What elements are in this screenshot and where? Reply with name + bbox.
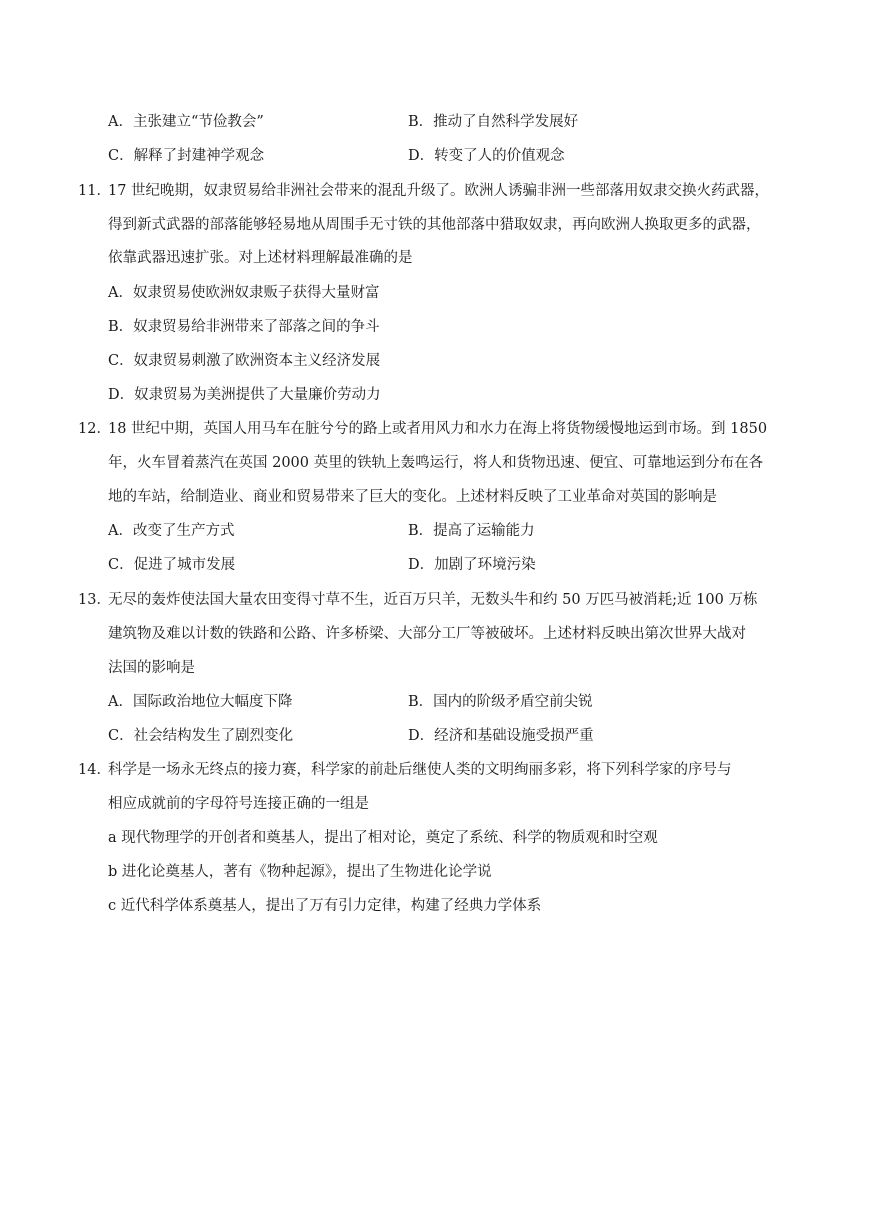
q12-option-b: B．提高了运输能力 <box>408 523 535 539</box>
q13-option-c: C．社会结构发生了剧烈变化 <box>108 728 294 744</box>
q13-option-d: D．经济和基础设施受损严重 <box>408 728 594 744</box>
question-stem-line: 法国的影响是 <box>108 660 195 676</box>
question-number: 12． <box>78 421 111 437</box>
question-number: 11． <box>78 183 111 199</box>
q11-option-c: C．奴隶贸易刺激了欧洲资本主义经济发展 <box>108 353 381 369</box>
question-number: 14． <box>78 762 111 778</box>
q11-option-d: D．奴隶贸易为美洲提供了大量廉价劳动力 <box>108 387 381 403</box>
question-stem-line: 得到新式武器的部落能够轻易地从周围手无寸铁的其他部落中猎取奴隶，再向欧洲人换取更多的武器， <box>108 217 761 233</box>
q12-option-a: A．改变了生产方式 <box>108 523 235 539</box>
question-number: 13． <box>78 592 111 608</box>
question-stem-line: 依靠武器迅速扩张。对上述材料理解最准确的是 <box>108 250 413 266</box>
question-stem-line: 年，火车冒着蒸汽在英国 2000 英里的铁轨上轰鸣运行，将人和货物迅速、便宜、可靠地运到分布在各 <box>108 455 764 471</box>
q14-statement-c: c 近代科学体系奠基人，提出了万有引力定律，构建了经典力学体系 <box>108 898 542 914</box>
q14-statement-b: b 进化论奠基人，著有《物种起源》，提出了生物进化论学说 <box>108 864 492 880</box>
q10-option-d: D．转变了人的价值观念 <box>408 148 565 164</box>
q14-statement-a: a 现代物理学的开创者和奠基人，提出了相对论，奠定了系统、科学的物质观和时空观 <box>108 830 658 846</box>
question-stem-line: 相应成就前的字母符号连接正确的一组是 <box>108 796 369 812</box>
q13-option-a: A．国际政治地位大幅度下降 <box>108 694 293 710</box>
q10-option-c: C．解释了封建神学观念 <box>108 148 265 164</box>
q12-option-c: C．促进了城市发展 <box>108 557 236 573</box>
question-stem-line: 18 世纪中期，英国人用马车在脏兮兮的路上或者用风力和水力在海上将货物缓慢地运到市场。到 1850 <box>108 421 768 437</box>
q11-option-b: B．奴隶贸易给非洲带来了部落之间的争斗 <box>108 319 380 335</box>
q13-option-b: B．国内的阶级矛盾空前尖锐 <box>408 694 593 710</box>
question-stem-line: 地的车站，给制造业、商业和贸易带来了巨大的变化。上述材料反映了工业革命对英国的影响是 <box>108 489 717 505</box>
question-stem-line: 无尽的轰炸使法国大量农田变得寸草不生，近百万只羊，无数头牛和约 50 万匹马被消耗;近 100 万栋 <box>108 592 758 608</box>
q12-option-d: D．加剧了环境污染 <box>408 557 536 573</box>
q10-option-b: B．推动了自然科学发展好 <box>408 114 579 130</box>
q11-option-a: A．奴隶贸易使欧洲奴隶贩子获得大量财富 <box>108 285 380 301</box>
question-stem-line: 科学是一场永无终点的接力赛，科学家的前赴后继使人类的文明绚丽多彩，将下列科学家的序号与 <box>108 762 732 778</box>
question-stem-line: 17 世纪晚期，奴隶贸易给非洲社会带来的混乱升级了。欧洲人诱骗非洲一些部落用奴隶交换火药武器， <box>108 183 770 199</box>
q10-option-a: A．主张建立“节俭教会” <box>108 114 264 130</box>
question-stem-line: 建筑物及难以计数的铁路和公路、许多桥梁、大部分工厂等被破坏。上述材料反映出第次世界大战对 <box>108 626 746 642</box>
